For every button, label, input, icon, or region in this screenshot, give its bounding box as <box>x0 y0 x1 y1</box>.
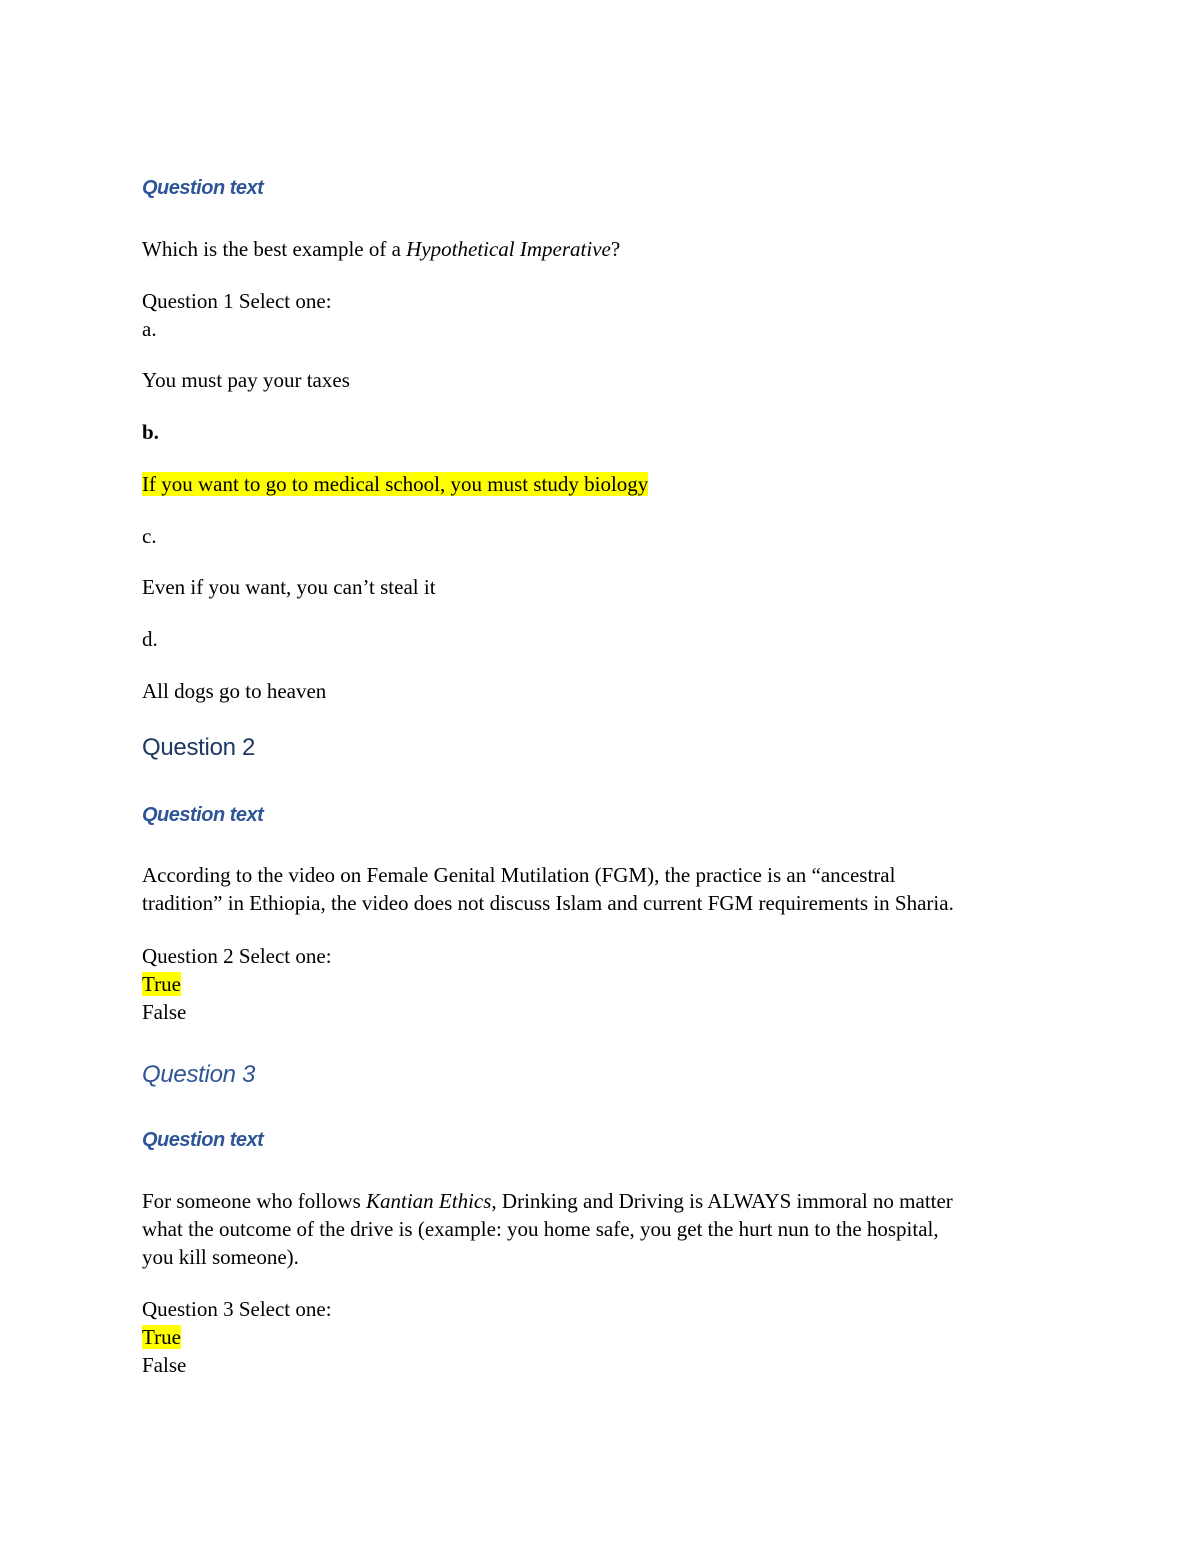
q3-text-label: Question text <box>142 1129 264 1151</box>
q1-prompt-italic: Hypothetical Imperative <box>406 237 611 261</box>
q2-text-label: Question text <box>142 804 264 826</box>
q3-option-true-row[interactable] <box>142 1323 181 1351</box>
q3-select-label: Question 3 Select one: <box>142 1297 332 1321</box>
q2-prompt-line2: tradition” in Ethiopia, the video does not discuss Islam and current FGM requirements in Sharia. <box>142 891 954 915</box>
q3-prompt-l1-before: For someone who follows <box>142 1189 366 1213</box>
q2-option-false[interactable]: False <box>142 1000 187 1024</box>
q1-option-d-letter: d. <box>142 627 158 651</box>
q1-option-b-text-selected: If you want to go to medical school, you must study biology <box>142 472 649 496</box>
q1-option-d-text[interactable]: All dogs go to heaven <box>142 679 327 703</box>
q3-prompt-line3: you kill someone). <box>142 1245 299 1269</box>
q1-option-b-letter: b. <box>142 420 159 444</box>
q3-prompt-line2: what the outcome of the drive is (example: you home safe, you get the hurt nun to the hospital, <box>142 1217 939 1241</box>
q3-option-false[interactable]: False <box>142 1353 187 1377</box>
q1-option-c-text[interactable]: Even if you want, you can’t steal it <box>142 575 436 599</box>
q1-prompt-before: Which is the best example of a <box>142 237 407 261</box>
q1-prompt-after: ? <box>610 237 621 261</box>
q1-text-label: Question text <box>142 177 264 199</box>
q2-heading: Question 2 <box>142 734 256 761</box>
q3-prompt-l1-italic: Kantian Ethics <box>366 1189 492 1213</box>
q1-option-a-text[interactable]: You must pay your taxes <box>142 368 350 392</box>
q2-option-true-selected: True <box>142 972 181 996</box>
q3-prompt-line1 <box>142 1187 953 1215</box>
q2-select-label: Question 2 Select one: <box>142 944 332 968</box>
q1-select-label: Question 1 Select one: <box>142 289 332 313</box>
q1-option-a-letter: a. <box>142 317 157 341</box>
q1-option-c-letter: c. <box>142 524 157 548</box>
q3-option-true-selected: True <box>142 1325 181 1349</box>
q3-prompt-l1-after: , Drinking and Driving is ALWAYS immoral no matter <box>491 1189 953 1213</box>
q3-heading: Question 3 <box>142 1061 256 1088</box>
q2-prompt-line1: According to the video on Female Genital Mutilation (FGM), the practice is an “ancestral <box>142 863 896 887</box>
q1-prompt <box>142 235 620 263</box>
q2-option-true-row[interactable] <box>142 970 181 998</box>
q1-option-b-row[interactable] <box>142 470 648 498</box>
